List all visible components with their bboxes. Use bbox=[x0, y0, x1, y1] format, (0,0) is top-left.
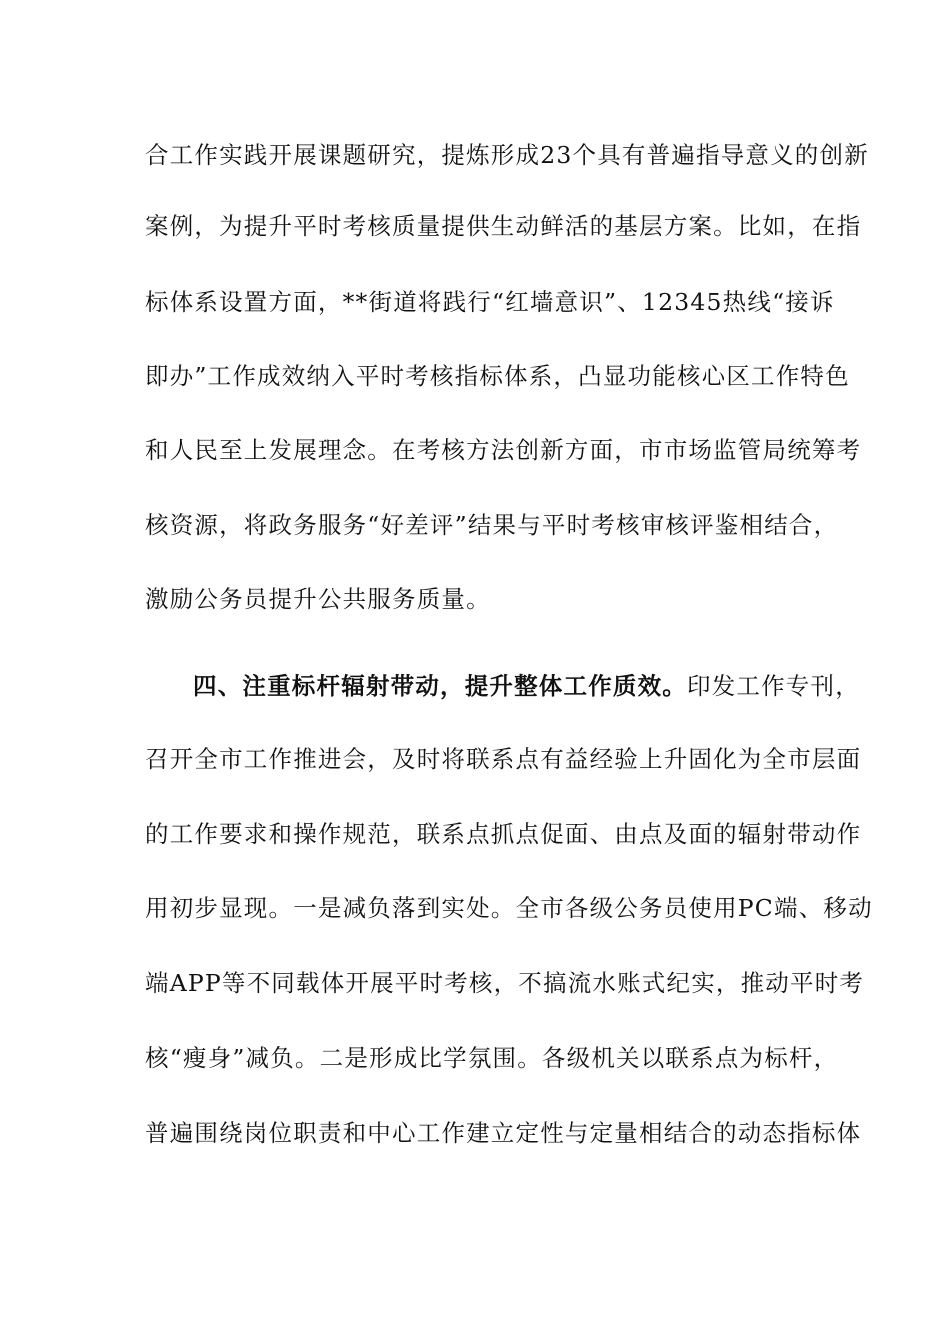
text-line: 标体系设置方面，**街道将践行“红墙意识”、12345热线“接诉 bbox=[145, 288, 835, 316]
text-line: 普遍围绕岗位职责和中心工作建立定性与定量相结合的动态指标体 bbox=[145, 1119, 862, 1147]
text-line: 合工作实践开展课题研究，提炼形成23个具有普遍指导意义的创新 bbox=[145, 141, 869, 169]
text-line: 案例，为提升平时考核质量提供生动鲜活的基层方案。比如，在指 bbox=[145, 212, 862, 240]
text-line: 激励公务员提升公共服务质量。 bbox=[145, 585, 491, 613]
section-heading-rest: 印发工作专刊， bbox=[687, 672, 860, 700]
section-heading-line bbox=[193, 670, 860, 702]
text-line: 即办”工作成效纳入平时考核指标体系，凸显功能核心区工作特色 bbox=[145, 362, 850, 390]
text-line: 用初步显现。一是减负落到实处。全市各级公务员使用PC端、移动 bbox=[145, 894, 873, 922]
text-line: 的工作要求和操作规范，联系点抓点促面、由点及面的辐射带动作 bbox=[145, 820, 862, 848]
text-line: 和人民至上发展理念。在考核方法创新方面，市市场监管局统筹考 bbox=[145, 436, 862, 464]
text-line: 端APP等不同载体开展平时考核，不搞流水账式纪实，推动平时考 bbox=[145, 969, 865, 997]
text-line: 核资源，将政务服务“好差评”结果与平时考核审核评鉴相结合， bbox=[145, 511, 839, 539]
section-heading: 四、注重标杆辐射带动，提升整体工作质效。 bbox=[193, 672, 687, 700]
text-line: 召开全市工作推进会，及时将联系点有益经验上升固化为全市层面 bbox=[145, 745, 862, 773]
text-line: 核“瘦身”减负。二是形成比学氛围。各级机关以联系点为标杆， bbox=[145, 1044, 839, 1072]
